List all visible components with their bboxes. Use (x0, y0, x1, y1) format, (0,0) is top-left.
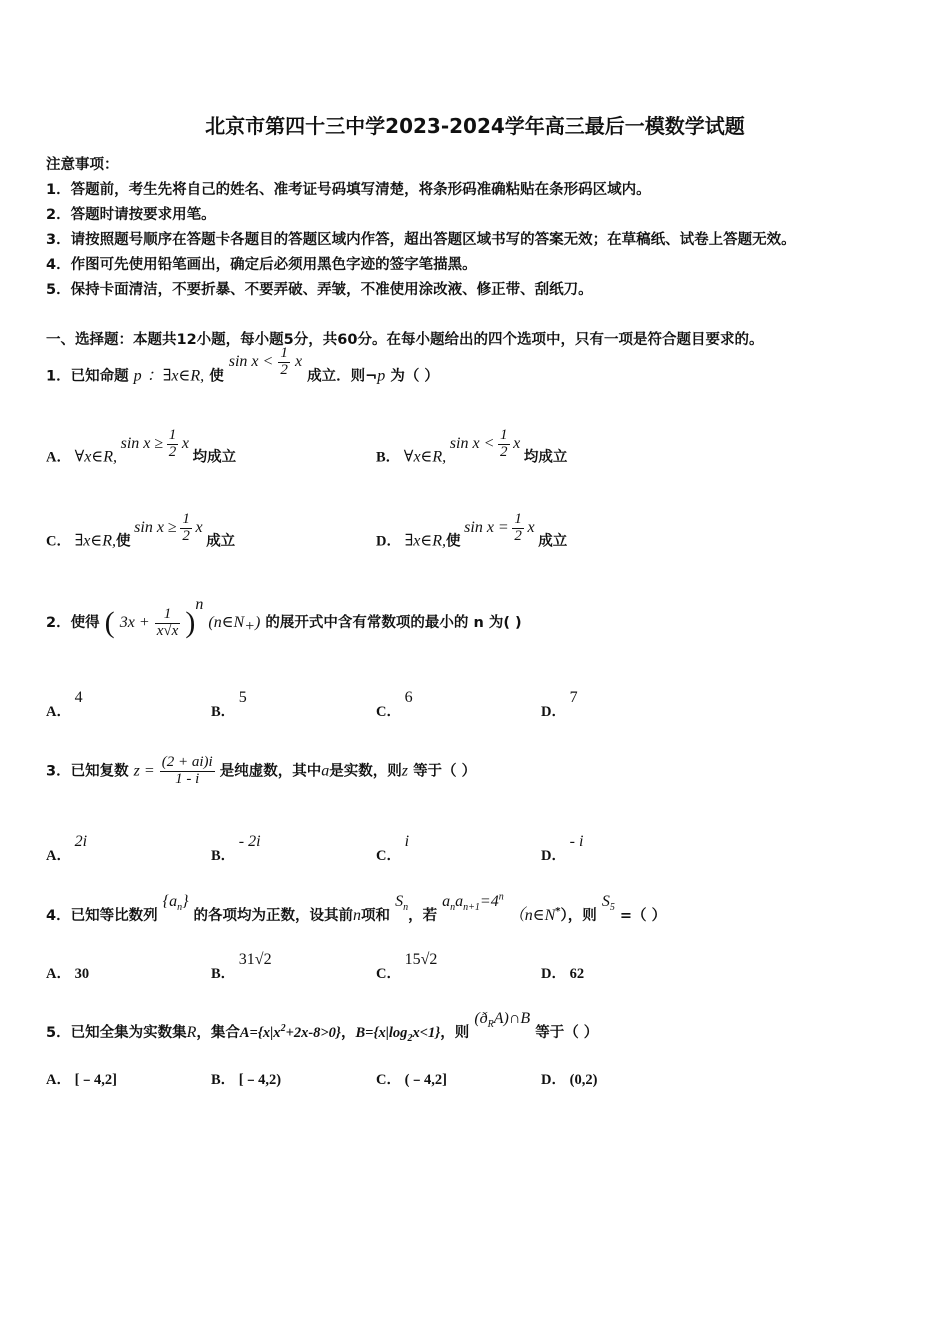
q1-p2: p (377, 367, 386, 385)
q5-B-rest: x<1} (412, 1025, 441, 1041)
option-value: 7 (569, 689, 578, 706)
option-x: x (527, 518, 535, 536)
frac-num: 1 (500, 427, 508, 443)
q3-z: z = (133, 762, 155, 780)
option-ineq: sin x ≥ (134, 518, 177, 536)
frac-num: 1 (182, 511, 190, 527)
q3-suffix: 等于（ ） (413, 763, 477, 780)
q2-prefix: 2．使得 (46, 615, 100, 631)
option-value: (0,2) (569, 1072, 598, 1088)
option-fraction (180, 512, 192, 545)
q1-option-a[interactable] (46, 427, 237, 475)
q4-product (442, 891, 504, 914)
q2-exp: n (195, 596, 204, 614)
question-1 (46, 345, 439, 393)
q1-option-d[interactable] (376, 511, 568, 559)
option-quant: ∃x∈R, (74, 532, 117, 550)
q2-option-b[interactable] (211, 689, 247, 721)
option-ineq: sin x < (449, 434, 495, 452)
option-value: - 2i (238, 833, 261, 850)
q1-option-c[interactable] (46, 511, 236, 559)
q4-S5 (601, 893, 615, 914)
q5-B: B={x|log (355, 1025, 408, 1041)
q4-mid3: ，若 (408, 908, 438, 924)
q5-suffix: 等于（ ） (535, 1025, 599, 1041)
q1-prefix: 1．已知命题 (46, 368, 129, 385)
frac-num: 1 (514, 511, 522, 527)
option-label: D． (376, 533, 401, 550)
q4-S-letter: S (395, 893, 404, 910)
q2-option-d[interactable] (541, 689, 578, 721)
option-label: B． (376, 449, 401, 466)
q5-then: ，则 (440, 1025, 470, 1041)
q2-expr: 3x + (119, 614, 150, 631)
option-value: 5 (238, 689, 247, 706)
q1-fraction (278, 346, 290, 379)
frac-den: 2 (182, 527, 190, 544)
q3-mid: 是纯虚数，其中 (219, 763, 322, 780)
q4-seq: $\{a_n\}$ (162, 893, 189, 914)
option-label: B． (211, 1072, 236, 1088)
q2-cond-close: ) (255, 614, 261, 631)
q4-mid2: 项和 (361, 908, 391, 924)
note-item: 4．作图可先使用铅笔画出，确定后必须用黑色字迹的签字笔描黑。 (46, 257, 477, 273)
q5-option-c[interactable] (376, 1068, 447, 1089)
question-2 (46, 596, 522, 640)
q1-p: p (133, 367, 142, 385)
q3-option-a[interactable] (46, 833, 88, 865)
q4-prefix: 4．已知等比数列 (46, 908, 158, 924)
q2-option-a[interactable] (46, 689, 83, 721)
option-value: 6 (404, 689, 413, 706)
note-item: 1．答题前，考生先将自己的姓名、准考证号码填写清楚，将条形码准确粘贴在条形码区域内。 (46, 182, 651, 198)
option-x: x (195, 518, 203, 536)
note-item: 5．保持卡面清洁，不要折暴、不要弄破、弄皱，不准使用涂改液、修正带、刮纸刀。 (46, 282, 593, 298)
option-value: 2i (74, 833, 88, 850)
q1-suffix2: 为（ ） (390, 368, 439, 385)
option-ineq: sin x ≥ (120, 434, 164, 452)
q4-prod-sub1: n (450, 902, 456, 914)
q2-cond-sub: + (244, 617, 256, 635)
q3-fraction (160, 755, 215, 788)
q3-z2: z (401, 762, 408, 780)
option-quant: ∃x∈R, (404, 532, 447, 550)
frac-num: 1 (168, 427, 177, 443)
q5-R: R (186, 1024, 197, 1041)
option-label: A． (46, 966, 71, 982)
q4-prod-a2: a (455, 893, 464, 910)
option-tail: 成立 (538, 533, 568, 550)
q5-option-a[interactable] (46, 1068, 117, 1089)
q3-frac-num: (2 + ai)i (161, 754, 213, 770)
q4-option-d[interactable] (541, 962, 584, 983)
option-label: A． (46, 449, 71, 466)
option-label: C． (376, 704, 401, 720)
q4-S (395, 893, 409, 914)
q4-cond-close: ），则 (560, 908, 597, 924)
q3-option-d[interactable] (541, 833, 584, 865)
q5-option-d[interactable] (541, 1068, 597, 1089)
option-label: D． (541, 848, 566, 864)
option-use: 使 (116, 533, 131, 550)
q5-expr-sub: R (487, 1019, 494, 1031)
q3-prefix: 3．已知复数 (46, 763, 129, 780)
option-value: (﹣4,2] (404, 1072, 447, 1088)
q4-S5-letter: S (601, 893, 610, 910)
q4-S5-sub: 5 (609, 902, 615, 914)
q3-option-b[interactable] (211, 833, 261, 865)
option-value: 4 (74, 689, 83, 706)
q2-frac-num: 1 (155, 607, 181, 624)
q2-suffix: 的展开式中含有常数项的最小的 n 为( ) (265, 615, 522, 631)
q4-option-b[interactable] (211, 951, 272, 983)
note-item: 2．答题时请按要求用笔。 (46, 207, 216, 223)
q4-mid: 的各项均为正数，设其前 (193, 908, 354, 924)
option-ineq: sin x = (464, 518, 509, 536)
option-use: 使 (446, 533, 461, 550)
option-value: 30 (74, 966, 90, 982)
q5-set-a (240, 1025, 341, 1041)
q1-x: x (294, 353, 303, 371)
option-fraction (512, 512, 524, 545)
q5-comma: ， (340, 1025, 356, 1041)
q5-option-b[interactable] (211, 1068, 281, 1089)
q4-option-c[interactable] (376, 951, 438, 983)
q5-expr (474, 1010, 531, 1031)
option-value: 15√2 (404, 951, 438, 968)
q2-paren-open: ( (104, 606, 115, 639)
option-label: A． (46, 1072, 71, 1088)
q3-a: a (321, 762, 330, 780)
option-label: C． (46, 533, 71, 550)
q4-prod-sub2: n+1 (463, 902, 480, 914)
option-fraction (498, 428, 510, 461)
q1-suffix: 成立．则¬ (307, 368, 378, 385)
q5-A-rest: +2x-8>0} (285, 1025, 341, 1041)
option-label: C． (376, 966, 401, 982)
option-label: B． (211, 848, 236, 864)
q4-prod-a: a (442, 893, 451, 910)
option-tail: 均成立 (192, 449, 237, 466)
q2-option-c[interactable] (376, 689, 413, 721)
section-heading: 一、选择题：本题共12小题，每小题5分，共60分。在每小题给出的四个选项中，只有一项是符合题目要求的。 (46, 332, 764, 348)
option-value: [﹣4,2) (238, 1072, 282, 1088)
option-label: D． (541, 704, 566, 720)
option-value: - i (569, 833, 584, 850)
option-label: A． (46, 848, 71, 864)
option-label: C． (376, 848, 401, 864)
option-label: A． (46, 704, 71, 720)
q4-cond-sup: * (555, 906, 561, 918)
option-quant: ∀x∈R, (403, 448, 447, 466)
option-value: i (404, 833, 410, 850)
q2-fraction (155, 607, 181, 640)
q5-mid: ，集合 (196, 1025, 240, 1041)
option-fraction (167, 428, 179, 461)
q4-seq-a: a (169, 893, 178, 910)
q5-prefix: 5．已知全集为实数集 (46, 1025, 187, 1041)
q5-A: A={x|x (239, 1025, 281, 1041)
option-value: [﹣4,2] (74, 1072, 117, 1088)
q5-expr-a: (ð (474, 1010, 488, 1027)
q4-eq: =4 (479, 893, 499, 910)
q2-frac-den: x√x (156, 622, 179, 639)
frac-den: 2 (500, 443, 508, 460)
page-title: 北京市第四十三中学2023-2024学年高三最后一模数学试题 (205, 114, 745, 138)
note-item: 3．请按照题号顺序在答题卡各题目的答题区域内作答，超出答题区域书写的答案无效；在草稿纸、试卷上答题无效。 (46, 232, 796, 248)
q5-B-sub: 2 (407, 1032, 413, 1044)
q3-mid2: 是实数，则 (329, 763, 402, 780)
q5-set-b (355, 1025, 441, 1044)
option-x: x (513, 434, 521, 452)
question-3 (46, 755, 476, 788)
option-label: D． (541, 966, 566, 982)
option-x: x (181, 434, 190, 452)
option-value: 31√2 (238, 951, 272, 968)
q5-A-sup: 2 (280, 1023, 286, 1035)
option-tail: 成立 (206, 533, 236, 550)
q2-paren-close: ) (185, 606, 196, 639)
frac-den: 2 (514, 527, 522, 544)
option-tail: 均成立 (523, 449, 568, 466)
q4-tail: =（ ） (619, 908, 667, 924)
frac-den: 2 (168, 443, 177, 460)
q4-seq-sub: n (177, 902, 183, 914)
q1-sin: sin x < (228, 353, 274, 371)
option-label: B． (211, 966, 236, 982)
q5-expr-rest: A)∩B (493, 1010, 531, 1027)
q3-option-c[interactable] (376, 833, 410, 865)
q4-eq-sup: n (498, 891, 504, 903)
q4-n: n (353, 907, 362, 924)
q1-option-b[interactable] (376, 427, 568, 475)
q1-frac-num: 1 (280, 345, 288, 361)
question-4 (46, 891, 667, 927)
notes-heading: 注意事项： (46, 157, 119, 173)
q4-S-sub: n (403, 902, 409, 914)
q4-cond: （n∈N (508, 907, 556, 924)
q1-cond: ：∃x∈R, (146, 367, 205, 385)
q1-frac-den: 2 (280, 361, 288, 378)
q1-use: 使 (209, 368, 224, 385)
q3-frac-den: 1 - i (175, 770, 200, 787)
option-quant: ∀x∈R, (74, 448, 117, 466)
option-value: 62 (569, 966, 585, 982)
q4-option-a[interactable] (46, 962, 89, 983)
option-label: C． (376, 1072, 401, 1088)
option-label: B． (211, 704, 236, 720)
q2-cond: (n∈N (208, 614, 245, 631)
option-label: D． (541, 1072, 566, 1088)
